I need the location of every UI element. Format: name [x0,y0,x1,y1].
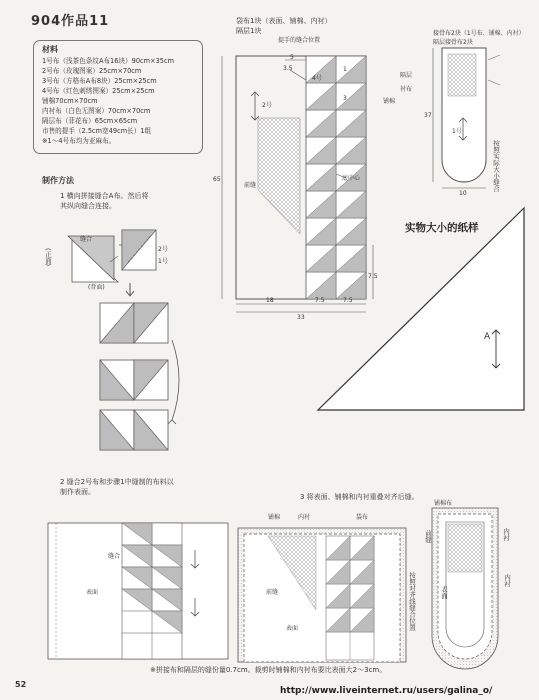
step1-text: 1 横向拼接缝合A布。然后将 [60,192,149,200]
step3-bag-label: 袋布 [356,514,369,521]
step2-diagram [48,523,228,659]
step3-surface-label: 表面 [286,625,299,632]
material-line: 1号布（浅茶色条纹A布16块）90cm×35cm [42,57,175,65]
material-line: 2号布（玫瑰图案）25cm×70cm [42,67,142,75]
step3-pocket-label: 内衬 [503,574,511,587]
step1-seam-label: 缝合 [80,236,93,243]
pattern-title: 实物大小的纸样 [405,222,479,234]
footnote: ※拼接布和隔层的缝份量0.7cm。裁剪时铺棉和内衬布要比表面大2～3cm。 [150,666,387,674]
material-line: 4号布（红色刺绣图案）25cm×25cm [42,87,155,95]
material-line: 3号布（方格布A布8块）25cm×25cm [42,77,157,85]
step3-batting-label: 铺棉 [268,514,281,521]
material-line: 铺棉70cm×70cm [42,97,98,105]
handle-position-label: 提手的缝合位置 [278,37,321,44]
width-dim: 18 [266,297,274,304]
material-line: 内衬布（白色无图案）70cm×70cm [42,107,151,115]
step1-no2-label: 2号 [158,246,168,253]
step2-text: 2 缝合2号布和步骤1中缝制的布料以 [60,478,174,486]
pocket-no1-label: 1号 [452,128,462,135]
total-width-dim: 33 [297,314,305,321]
pocket-title: 隔层接骨布2块 [433,39,473,46]
step1-front-label: (正面) [44,248,52,267]
arrow-down-icon [126,283,134,296]
pocket-width-dim: 10 [459,190,467,197]
edge-dim: 7.5 [368,273,378,280]
material-line: 市售的提手（2.5cm宽49cm长）1组 [42,127,152,135]
step1-back-label: (背面) [88,284,105,291]
step3-pocket-label: 前缝 [424,530,432,543]
pocket-diagram [433,48,500,192]
pocket-liner-label: 衬布 [400,86,413,93]
step2-text: 制作表面。 [60,488,95,496]
label-4: 4号 [312,75,322,82]
bottom-center-label: 底中心 [342,175,361,182]
front-seam-label: 前缝 [244,182,257,189]
bag-title: 袋布1块（表面、铺棉、内衬） [236,17,332,25]
step3-note: 按照对齐线缝合位置 [408,572,416,631]
pattern-label-a: A [484,332,491,342]
site-credit: http://www.liveinternet.ru/users/galina_o/ [280,686,493,696]
step3-text: 3 将表面、铺棉和内衬重叠对齐后缝。 [300,493,419,501]
label-3: 3 [343,95,347,102]
dim-label: 3.5 [283,65,293,72]
pocket-round-label: 按照实际大小缝合 [492,140,500,192]
step2-seam-label: 缝合 [108,553,121,560]
material-line: 隔层布（菲花布）65cm×65cm [42,117,138,125]
materials-heading: 材料 [42,45,58,54]
grain-arrow-icon [251,92,259,120]
dim-label: 5 [290,54,294,61]
step3-pocket-label: 表面 [440,586,448,599]
page-number: 52 [15,680,27,689]
pocket-batting-label: 铺棉 [383,98,396,105]
width-dim: 7.5 [315,297,325,304]
step2-surface-label: 表面 [86,589,99,596]
step3-front-seam-label: 前缝 [266,589,279,596]
step3-pocket-label: 内衬 [502,528,510,541]
bag-title: 隔层1块 [236,27,262,35]
step1-blocks [100,303,179,450]
step1-text: 其纵向缝合连接。 [60,202,116,210]
pocket-height-dim: 37 [424,112,432,119]
step3-pocket-label: 铺棉布 [434,500,453,507]
step1-no1-label: 1号 [158,258,168,265]
label-2: 2号 [262,102,272,109]
pocket-title: 接骨布2块（1号布、铺棉、内衬） [433,30,525,37]
page-title: 904作品11 [31,14,110,29]
pocket-lining-label: 隔层 [400,72,413,79]
height-dim: 65 [213,176,221,183]
width-dim: 7.5 [343,297,353,304]
label-1: 1 [343,66,347,73]
step3-liner-label: 内衬 [298,514,311,521]
method-heading: 制作方法 [42,176,74,185]
material-line: ※1～4号布均为亚麻布。 [42,137,116,145]
